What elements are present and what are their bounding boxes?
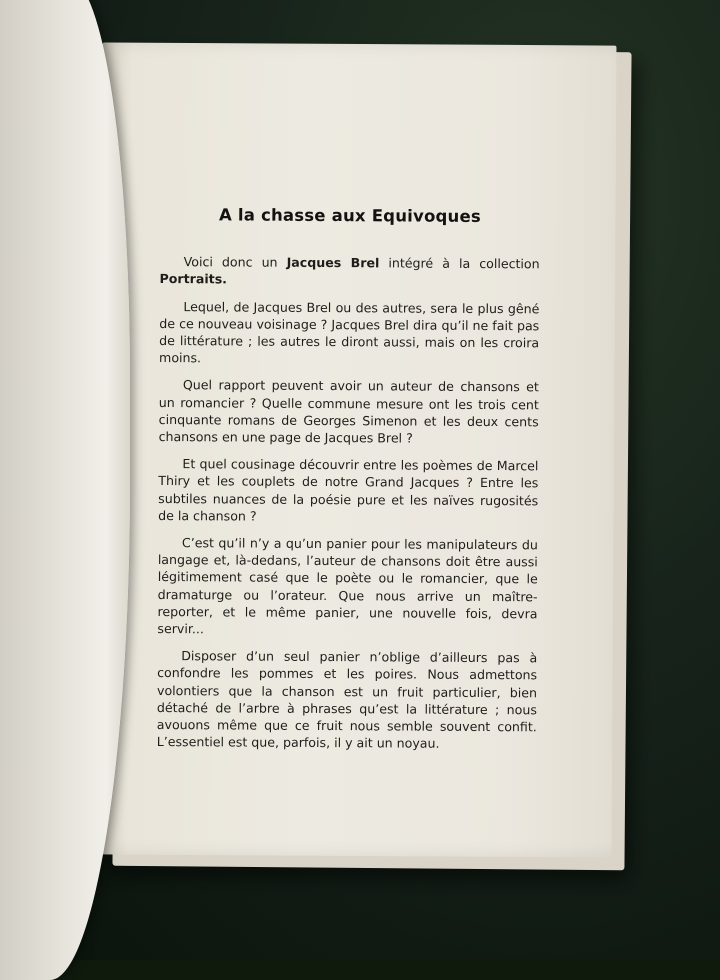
chapter-title: A la chasse aux Equivoques bbox=[218, 205, 481, 226]
paragraph: Lequel, de Jacques Brel ou des autres, sera le plus gêné de ce nouveau voisinage ? Jacques Brel dira qu’il ne fait pas de littérature ; les autres le diront aussi, mais on les croira moins. bbox=[159, 298, 540, 366]
collection-name: Portraits. bbox=[159, 271, 228, 287]
paragraph: Et quel cousinage découvrir entre les poèmes de Marcel Thiry et les couplets de notre Grand Jacques ? Entre les subtiles nuances de la poésie pure et les naïves rugosités de la chanson ? bbox=[158, 456, 539, 524]
intro-text-1: Voici donc un bbox=[183, 254, 287, 270]
paragraph: C’est qu’il n’y a qu’un panier pour les manipulateurs du langage et, là-dedans, l’auteur de chansons doit être aussi légitimement casé que le poète ou le romancier, que le dramaturge ou l’orateur. Que nous arrive un maître-reporter, et le même panier, une nouvelle fois, devra servir... bbox=[157, 535, 538, 637]
paragraph: Disposer d’un seul panier n’oblige d’ailleurs pas à confondre les pommes et les poires. Nous admettons volontiers que la chanson est un fruit particulier, bien détaché de l’arbre à phrases qu’est la littérature ; nous avouons même que ce fruit nous semble souvent confit. L’essentiel est que, parfois, il y ait un noyau. bbox=[156, 648, 538, 751]
paragraph: Quel rapport peuvent avoir un auteur de chansons et un romancier ? Quelle commune mesure ont les trois cent cinquante romans de Georges Simenon et les deux cents chansons en une page de Jacques Brel ? bbox=[158, 377, 539, 446]
name-jacques-brel: Jacques Brel bbox=[286, 254, 380, 271]
paragraph-intro bbox=[160, 253, 540, 290]
page-text-block bbox=[157, 206, 540, 763]
intro-text-2: intégré à la collection bbox=[379, 255, 540, 272]
